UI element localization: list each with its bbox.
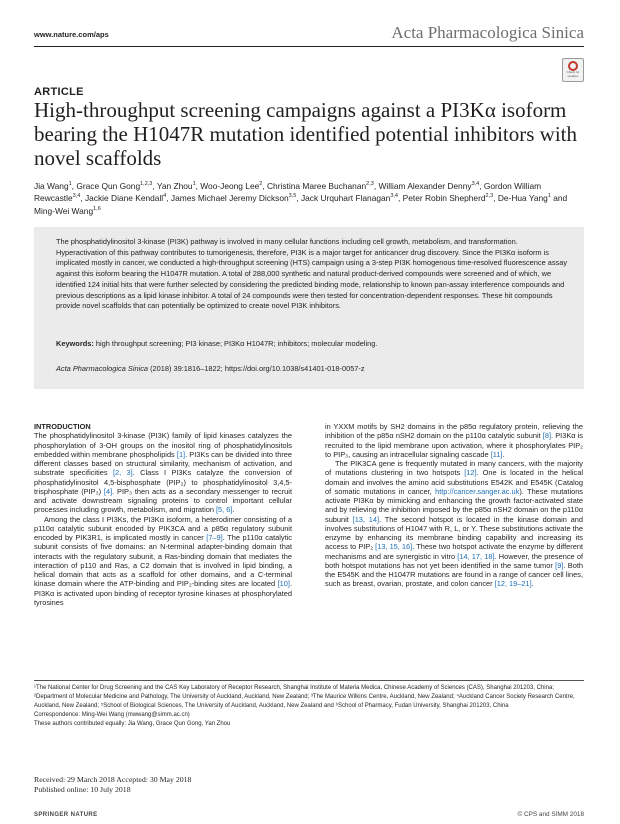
citation-journal: Acta Pharmacologica Sinica <box>56 364 149 373</box>
author-affiliation: 4 <box>163 193 167 200</box>
author-affiliation: 3,4 <box>471 181 480 188</box>
text-run: . The second hotspot is located in the kinase domain and involves substitutions of H1047 with R, L, or Y. These substitutions activate the enzyme by enhancing its membrane binding capability and increasing its access to PIP₂ <box>325 514 583 552</box>
text-run: . These two hotspot activate the enzyme by different mechanisms and are synergistic in vitro <box>325 542 583 561</box>
author-affiliation: 3,4 <box>390 193 398 200</box>
author-name: Jack Urquhart Flanagan <box>300 193 391 204</box>
article-title: High-throughput screening campaigns against a PI3Kα isoform bearing the H1047R mutation identified potential inhibitors with novel scaffolds <box>34 98 577 170</box>
author-name: Jia Wang <box>34 181 69 191</box>
text-run: . Class I PI3Ks catalyze the conversion of phosphatidylinositol 4,5-bisphosphate (PIP₂) to phosphatidylinositol 3,4,5-trisphosphate (PIP₃) <box>34 468 292 496</box>
footnote-divider <box>34 680 584 681</box>
author-affiliation: 2 <box>259 181 263 188</box>
citation[interactable] <box>56 364 568 373</box>
author-affiliation: 1,6 <box>93 206 101 213</box>
copyright-notice: © CPS and SIMM 2018 <box>517 811 584 818</box>
publisher-logo: SPRINGER NATURE <box>34 812 98 818</box>
author-name: Jackie Diane Kendall <box>84 193 164 204</box>
author-affiliation: 1 <box>547 193 551 200</box>
text-run: . Both the E545K and the H1047R mutations are found in a range of cancer cell lines, such as breast, ovarian, prostate, and colon cancer <box>325 560 584 589</box>
text-run: . PI3Kα is activated upon binding of receptor tyrosine kinases at phosphorylated tyrosines <box>34 579 292 607</box>
author-name: De-Hua Yang <box>497 193 548 204</box>
author-name: Peter Robin Shepherd <box>402 193 486 204</box>
citation-detail[interactable]: (2018) 39:1816–1822; https://doi.org/10.1038/s41401-018-0057-z <box>148 364 365 373</box>
paragraph <box>34 515 292 608</box>
text-run: The PIK3CA gene is frequently mutated in many cancers, with the majority of mutations clustering in two hotspots <box>325 459 583 478</box>
paragraph <box>325 422 583 459</box>
author-affiliation: 1,2,3 <box>140 181 153 188</box>
reference-link[interactable]: [13, 14] <box>352 514 380 524</box>
author[interactable] <box>34 206 101 216</box>
footnotes <box>34 684 584 729</box>
author-name: James Michael Jeremy Dickson <box>170 193 289 204</box>
check-for-updates-icon[interactable] <box>562 58 584 82</box>
author[interactable] <box>267 181 374 191</box>
text-run: The phosphatidylinositol 3-kinase (PI3K) family of lipid kinases catalyzes the phosphorylation of 3-OH groups on the inositol ring of phosphatidylinositols embedded within membrane phospholipids <box>34 431 292 459</box>
journal-url[interactable]: www.nature.com/aps <box>34 30 109 39</box>
check-for-updates-label: Check for updates <box>566 70 580 78</box>
reference-link[interactable]: [9] <box>555 560 564 570</box>
reference-link[interactable]: [10] <box>277 579 290 589</box>
author[interactable] <box>76 181 152 191</box>
journal-name: Acta Pharmacologica Sinica <box>391 23 584 42</box>
reference-link[interactable]: [7–9] <box>206 533 223 542</box>
reference-link[interactable]: [8] <box>542 431 552 441</box>
keywords-text: high throughput screening; PI3 kinase; PI3Kα H1047R; inhibitors; molecular modeling. <box>95 339 378 348</box>
author-affiliation: 1 <box>68 181 72 188</box>
reference-link[interactable]: [2, 3] <box>112 468 133 478</box>
received-accepted-date: Received: 29 March 2018 Accepted: 30 May 2018 <box>34 775 192 784</box>
paragraph <box>325 459 583 589</box>
author-affiliation: 2,3 <box>485 193 494 200</box>
author-affiliation: 2,3 <box>366 181 374 188</box>
reference-link[interactable]: [5, 6] <box>215 505 233 515</box>
author-name: Woo-Jeong Lee <box>200 181 260 191</box>
author-name: Ming-Wei Wang <box>34 205 94 216</box>
text-run: . <box>531 579 534 589</box>
author[interactable] <box>200 181 262 191</box>
affiliations-footnote: ¹The National Center for Drug Screening and the CAS Key Laboratory of Receptor Research, Shanghai Institute of Materia Medica, Chinese Academy of Sciences (CAS), Shanghai 201203, China; ²Department of Molecular Medicine and Pathology, The University of Auckland, Auckland, New Zealand; ³The Maurice Wilkins Centre, Auckland, New Zealand; ⁴Auckland Cancer Society Research Centre, Auckland, New Zealand; ⁵School of Biological Sciences, The University of Auckland, Auckland, New Zealand and ⁶School of Pharmacy, Fudan University, Shanghai 201203, China <box>34 685 575 709</box>
cosmic-link[interactable]: http://cancer.sanger.ac.uk <box>435 486 520 496</box>
author[interactable] <box>301 193 398 203</box>
author[interactable] <box>34 181 72 191</box>
text-run: . <box>502 449 505 459</box>
published-date: Published online: 10 July 2018 <box>34 785 131 794</box>
author-name: Yan Zhou <box>156 181 193 191</box>
author-affiliation: 3,4 <box>72 193 81 200</box>
author-name: William Alexander Denny <box>378 181 472 191</box>
author-affiliation: 3,5 <box>288 193 297 200</box>
text-run: . PI3Ks can be divided into three different classes based on structural similarity, mechanism of activation, and substrate specificities <box>34 449 292 478</box>
text-run: . PIP₃ then acts as a secondary messenger to recruit and activate downstream signaling proteins to control important cellular processes including growth, metabolism, and migration <box>34 486 292 515</box>
reference-link[interactable]: [4] <box>103 486 113 496</box>
author[interactable] <box>498 193 551 203</box>
reference-link[interactable]: [12, 19–21] <box>494 579 532 589</box>
text-run: Among the class I PI3Ks, the PI3Kα isoform, a heterodimer consisting of a p110α catalytic subunit encoded by PIK3CA and a p85α regulatory subunit encoded by PIK3R1, is implicated mostly in cancer <box>34 514 292 542</box>
body-column-right <box>325 422 583 589</box>
text-run: . PI3Kα is recruited to the lipid membrane upon activation, where it phosphorylates PIP₂ to PIP₃, causing an intracellular signaling cascade <box>325 431 584 459</box>
author-name: Christina Maree Buchanan <box>266 181 367 191</box>
text-run: ). These mutations activate PI3Kα by mimicking and enhancing the growth factor-activated state and by relieving the inhibition imposed by the p85α nSH2 domain on the p110α subunit <box>325 486 584 524</box>
author-affiliation: 1 <box>192 181 196 188</box>
author[interactable] <box>157 181 196 191</box>
text-run: . <box>232 505 235 515</box>
abstract-panel <box>34 227 584 389</box>
author-list: Jia Wang$^1$, Grace Qun Gong$^{1,2,3}$, Yan Zhou$^1$, Woo-Jeong Lee$^2$, Christina Maree Buchanan$^{2,3}$, William Alexander Denny$^{3,4}$, Gordon William Rewcastle$^{3,4}$, Jackie Diane Kendall$^4$, James Michael Jeremy Dickson$^{3,5}$, Jack Urquhart Flanagan$^{3,4}$, Peter Robin Shepherd$^{2,3}$, De-Hua Yang$^1$ and Ming-Wei Wang$^{1,6}$ <box>34 181 568 216</box>
reference-link[interactable]: [1] <box>176 449 186 459</box>
section-heading-introduction: INTRODUCTION <box>34 422 91 431</box>
keywords-label: Keywords: <box>56 339 94 348</box>
author[interactable] <box>171 193 296 203</box>
abstract-text: The phosphatidylinositol 3-kinase (PI3K) pathway is involved in many cellular functions including cell growth, metabolism, and transformation. Hyperactivation of this pathway contributes to tumorigenesis, therefore, PI3K is a major target for anticancer drug discovery. Since the PI3Kα isoform is implicated mostly in cancer, we conducted a high-throughput screening (HTS) campaign using a 3-step PI3K homogenous time-resolved fluorescence assay against this isoform bearing the H1047R mutation. A total of 288,000 synthetic and natural product-derived compounds were screened and of which, we identified 124 initial hits that were further selected by considering the predicted binding mode, relationship to known pan-assay interference compounds and previous descriptions as a lipid kinase inhibitor. A total of 24 compounds were then tested for concentration-dependent responses. These hit compounds provide novel scaffolds that can potentially be optimized to create novel PI3K inhibitors. <box>56 237 568 311</box>
reference-link[interactable]: [14, 17, 18] <box>457 551 495 561</box>
author[interactable] <box>403 193 494 203</box>
publication-dates <box>34 775 191 795</box>
author-name: Grace Qun Gong <box>76 181 141 191</box>
reference-link[interactable]: [13, 15, 16] <box>375 542 413 552</box>
equal-contribution-footnote: These authors contributed equally: Jia Wang, Grace Qun Gong, Yan Zhou <box>34 721 231 727</box>
author[interactable] <box>378 181 479 191</box>
keywords <box>56 339 568 348</box>
text-run: in YXXM motifs by SH2 domains in the p85α regulatory protein, relieving the inhibition of the p85α nSH2 domain on the p110α catalytic subunit <box>325 422 583 441</box>
text-run: . However, the presence of both hotspot mutations has not yet been identified in the same tumor <box>325 551 583 570</box>
body-column-left <box>34 422 292 607</box>
article-type-label: ARTICLE <box>34 86 84 98</box>
author-name: Gordon William Rewcastle <box>34 181 542 204</box>
paragraph <box>34 431 292 514</box>
reference-link[interactable]: [12] <box>464 468 477 478</box>
text-run: . The p110α catalytic subunit consists of five domains: an N-terminal adapter-binding domain that interacts with the regulatory subunit, a Ras-binding domain that mediates the interaction of p110 and Ras, a C2 domain that is involved in lipid binding, a helical domain that acts as a scaffold for other domains, and a C-terminal kinase domain where the ATP-binding and PIP₂-binding sites are located <box>34 533 292 589</box>
reference-link[interactable]: [11] <box>490 449 503 459</box>
correspondence-footnote[interactable]: Correspondence: Ming-Wei Wang (mwwang@simm.ac.cn) <box>34 712 190 718</box>
header-divider <box>34 46 584 47</box>
author[interactable] <box>85 193 166 203</box>
text-run: . One is located in the helical domain and involves the amino acid substitutions E542K and E545K (Catalog of somatic mutations in cancer, <box>325 468 583 496</box>
